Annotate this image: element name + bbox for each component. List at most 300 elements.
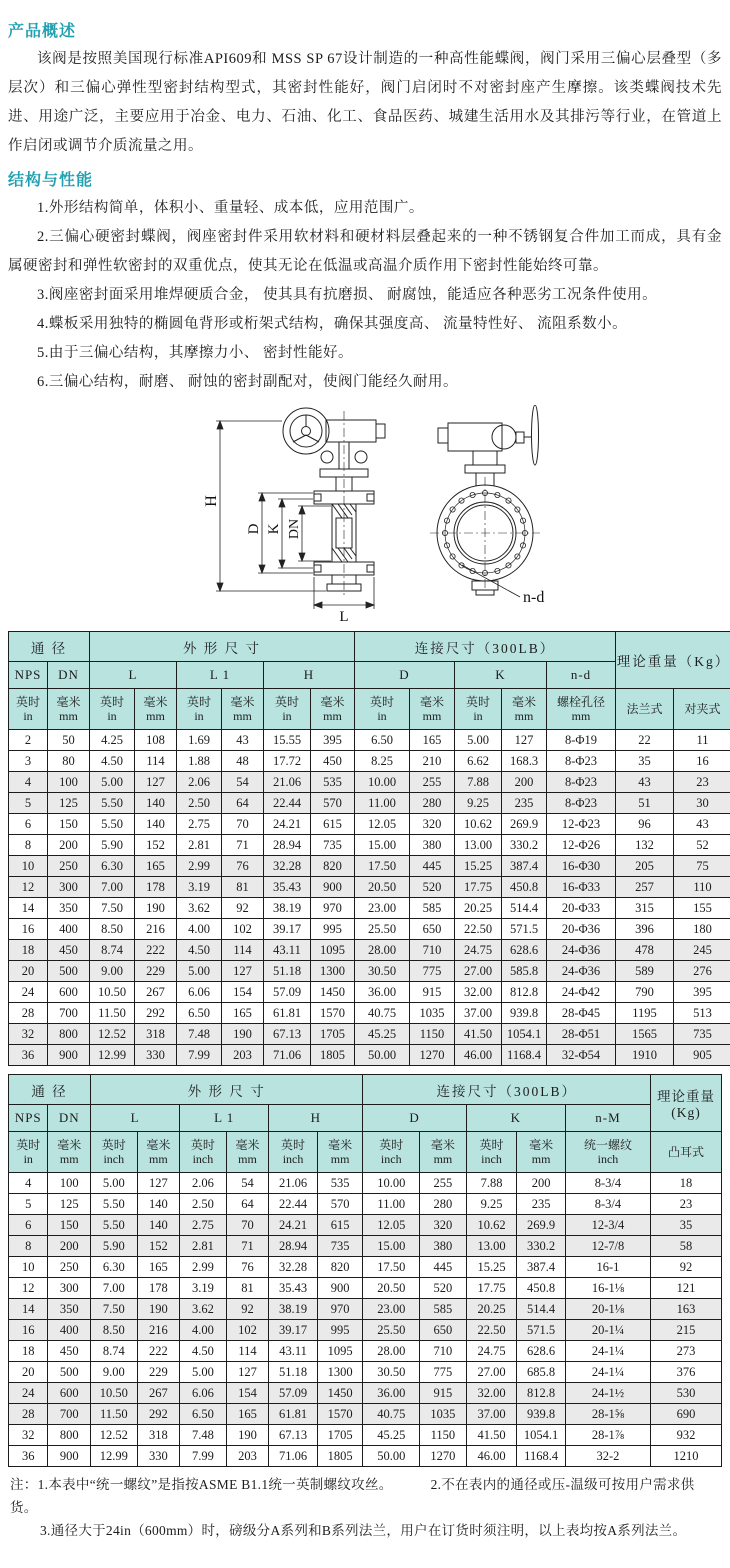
table-cell: 400: [48, 1320, 91, 1341]
table-cell: 81: [226, 1278, 269, 1299]
table-cell: 7.99: [177, 1045, 222, 1066]
table-cell: 330.2: [517, 1236, 566, 1257]
table-cell: 51.18: [264, 961, 311, 982]
group-weight: 理论重量（Kg）: [616, 632, 730, 689]
table-cell: 6.06: [177, 982, 222, 1003]
table-cell: 10.62: [466, 1215, 517, 1236]
table-cell: 530: [651, 1383, 722, 1404]
table-cell: 28.94: [269, 1236, 318, 1257]
table-cell: 190: [137, 1299, 180, 1320]
table-cell: 1095: [317, 1341, 363, 1362]
table-cell: 150: [48, 1215, 91, 1236]
table-cell: 71.06: [264, 1045, 311, 1066]
table-cell: 8-3/4: [565, 1173, 650, 1194]
table-cell: 43.11: [264, 940, 311, 961]
table-cell: 27.00: [455, 961, 502, 982]
feature-item: 4.蝶板采用独特的椭圆龟背形或桁架式结构，确保其强度高、 流量特性好、 流阻系数小。: [8, 310, 722, 339]
table-cell: 32: [9, 1425, 48, 1446]
table-cell: 28: [9, 1003, 48, 1024]
table-cell: 1168.4: [502, 1045, 547, 1066]
table-cell: 127: [226, 1362, 269, 1383]
table-cell: 45.25: [363, 1425, 420, 1446]
unit-cell: 毫米 mm: [48, 689, 90, 730]
table-cell: 20-1⅛: [565, 1299, 650, 1320]
table-cell: 11.00: [355, 793, 410, 814]
table-cell: 915: [410, 982, 455, 1003]
feature-item: 6.三偏心结构，耐磨、 耐蚀的密封副配对，使阀门能经久耐用。: [8, 368, 722, 397]
table-cell: 615: [317, 1215, 363, 1236]
table-row: [9, 1173, 722, 1194]
table-cell: 216: [135, 919, 177, 940]
table-cell: 450: [48, 1341, 91, 1362]
table-cell: 140: [137, 1215, 180, 1236]
table-row: [9, 1425, 722, 1446]
table-cell: 22.50: [455, 919, 502, 940]
table-cell: 10.62: [455, 814, 502, 835]
unit-cell: 英时 inch: [466, 1132, 517, 1173]
table-cell: 50.00: [355, 1045, 410, 1066]
table-cell: 5: [9, 1194, 48, 1215]
table-cell: 12.05: [355, 814, 410, 835]
unit-cell: 统一螺纹 inch: [565, 1132, 650, 1173]
table-cell: 152: [137, 1236, 180, 1257]
table-cell: 8.25: [355, 751, 410, 772]
dimensions-table-flange-wafer: [8, 631, 730, 1066]
column-header-row: [9, 1105, 722, 1132]
table-row: [9, 1024, 730, 1045]
unit-cell: 毫米 mm: [317, 1132, 363, 1173]
table-cell: 1805: [317, 1446, 363, 1467]
table-cell: 35: [616, 751, 674, 772]
dim-label-d: D: [246, 523, 262, 534]
table-cell: 8: [9, 1236, 48, 1257]
table-row: [9, 1362, 722, 1383]
col-nps: NPS: [9, 1105, 48, 1132]
table-cell: 535: [311, 772, 355, 793]
table-cell: 13.00: [466, 1236, 517, 1257]
table-cell: 300: [48, 877, 90, 898]
table-cell: 16: [9, 919, 48, 940]
table-cell: 10: [9, 856, 48, 877]
table-cell: 8-Φ19: [547, 730, 616, 751]
table-cell: 1054.1: [517, 1425, 566, 1446]
table-cell: 190: [222, 1024, 264, 1045]
table-cell: 2.50: [177, 793, 222, 814]
table-cell: 380: [410, 835, 455, 856]
table-cell: 330: [135, 1045, 177, 1066]
table-cell: 12.99: [91, 1446, 138, 1467]
table-cell: 16: [9, 1320, 48, 1341]
table-cell: 13.00: [455, 835, 502, 856]
table-cell: 820: [317, 1257, 363, 1278]
table-cell: 17.72: [264, 751, 311, 772]
table-cell: 11: [674, 730, 730, 751]
table-row: [9, 940, 730, 961]
table-row: [9, 1278, 722, 1299]
table-cell: 1705: [317, 1425, 363, 1446]
table-cell: 22.44: [264, 793, 311, 814]
dimension-labels: [203, 495, 349, 623]
unit-cell: 英时 in: [355, 689, 410, 730]
table-cell: 4.00: [180, 1320, 227, 1341]
col-d: D: [363, 1105, 466, 1132]
unit-cell: 英时 inch: [363, 1132, 420, 1173]
table-cell: 165: [222, 1003, 264, 1024]
table-cell: 245: [674, 940, 730, 961]
table-cell: 4.50: [180, 1341, 227, 1362]
table-cell: 39.17: [264, 919, 311, 940]
table-cell: 32-Φ54: [547, 1045, 616, 1066]
table-cell: 8-Φ23: [547, 772, 616, 793]
table-cell: 571.5: [502, 919, 547, 940]
table-cell: 900: [48, 1045, 90, 1066]
table-cell: 2.50: [180, 1194, 227, 1215]
table-cell: 3: [9, 751, 48, 772]
table-cell: 24-Φ36: [547, 940, 616, 961]
table-cell: 1195: [616, 1003, 674, 1024]
table-cell: 23.00: [355, 898, 410, 919]
table-cell: 57.09: [269, 1383, 318, 1404]
table-cell: 735: [317, 1236, 363, 1257]
table-cell: 127: [222, 961, 264, 982]
table-row: [9, 1215, 722, 1236]
table-cell: 15.25: [455, 856, 502, 877]
table-cell: 92: [651, 1257, 722, 1278]
table-cell: 600: [48, 1383, 91, 1404]
table-cell: 11.50: [91, 1404, 138, 1425]
table-cell: 500: [48, 961, 90, 982]
table-cell: 14: [9, 1299, 48, 1320]
table-cell: 235: [502, 793, 547, 814]
table-cell: 125: [48, 1194, 91, 1215]
table-cell: 628.6: [502, 940, 547, 961]
table-cell: 255: [410, 772, 455, 793]
table-cell: 20.25: [455, 898, 502, 919]
table-cell: 67.13: [264, 1024, 311, 1045]
table-cell: 6: [9, 1215, 48, 1236]
table-cell: 21.06: [269, 1173, 318, 1194]
table-cell: 939.8: [502, 1003, 547, 1024]
table-cell: 203: [226, 1446, 269, 1467]
table-cell: 75: [674, 856, 730, 877]
table-cell: 38.19: [264, 898, 311, 919]
table-cell: 8.50: [90, 919, 135, 940]
feature-item: 5.由于三偏心结构，其摩擦力小、 密封性能好。: [8, 339, 722, 368]
table-cell: 628.6: [517, 1341, 566, 1362]
col-l1: L 1: [177, 662, 264, 689]
table-cell: 9.25: [455, 793, 502, 814]
table-cell: 25.50: [363, 1320, 420, 1341]
table-cell: 23.00: [363, 1299, 420, 1320]
table-cell: 5.00: [180, 1362, 227, 1383]
group-weight-line1: 理论重量: [651, 1085, 721, 1105]
col-k: K: [466, 1105, 565, 1132]
table-cell: 20-Φ36: [547, 919, 616, 940]
table-cell: 24.75: [466, 1341, 517, 1362]
table-cell: 970: [311, 898, 355, 919]
table-cell: 812.8: [517, 1383, 566, 1404]
group-header-row: [9, 1075, 722, 1105]
table-cell: 589: [616, 961, 674, 982]
table-cell: 775: [420, 1362, 467, 1383]
table-cell: 24: [9, 982, 48, 1003]
table-cell: 905: [674, 1045, 730, 1066]
table-cell: 12.52: [91, 1425, 138, 1446]
table-cell: 5.50: [91, 1215, 138, 1236]
table-cell: 1300: [317, 1362, 363, 1383]
group-weight: [651, 1075, 722, 1132]
col-l: L: [91, 1105, 180, 1132]
table-cell: 445: [410, 856, 455, 877]
table-cell: 2.99: [180, 1257, 227, 1278]
table-cell: 28.94: [264, 835, 311, 856]
dim-label-l: L: [339, 609, 348, 623]
table-cell: 7.00: [90, 877, 135, 898]
table-cell: 1450: [311, 982, 355, 1003]
table-cell: 11.00: [363, 1194, 420, 1215]
table-cell: 478: [616, 940, 674, 961]
table-cell: 514.4: [502, 898, 547, 919]
table-cell: 20.50: [355, 877, 410, 898]
table-cell: 36.00: [355, 982, 410, 1003]
table-cell: 7.48: [180, 1425, 227, 1446]
table-cell: 24-Φ42: [547, 982, 616, 1003]
table-cell: 5.50: [90, 814, 135, 835]
table-cell: 4: [9, 1173, 48, 1194]
col-nd: n-d: [547, 662, 616, 689]
dim-label-k: K: [266, 523, 282, 534]
table-cell: 51: [616, 793, 674, 814]
table-cell: 20: [9, 1362, 48, 1383]
table-cell: 58: [651, 1236, 722, 1257]
unit-cell: 英时 in: [9, 1132, 48, 1173]
table-row: [9, 751, 730, 772]
unit-cell: 毫米 mm: [311, 689, 355, 730]
table-cell: 23: [674, 772, 730, 793]
table-cell: 1.69: [177, 730, 222, 751]
table-cell: 43: [616, 772, 674, 793]
table-cell: 710: [410, 940, 455, 961]
table-cell: 24-Φ36: [547, 961, 616, 982]
table-cell: 6: [9, 814, 48, 835]
group-connection: 连接尺寸（300LB）: [355, 632, 616, 662]
table-cell: 9.00: [90, 961, 135, 982]
table-cell: 61.81: [269, 1404, 318, 1425]
table-cell: 140: [135, 793, 177, 814]
table-cell: 812.8: [502, 982, 547, 1003]
table-cell: 30: [674, 793, 730, 814]
unit-cell: 毫米 mm: [410, 689, 455, 730]
table-cell: 387.4: [502, 856, 547, 877]
table-cell: 24-1¼: [565, 1362, 650, 1383]
table-cell: 5.50: [90, 793, 135, 814]
table-cell: 2.06: [177, 772, 222, 793]
table-cell: 387.4: [517, 1257, 566, 1278]
table-cell: 8-Φ23: [547, 793, 616, 814]
feature-item: 2.三偏心硬密封蝶阀，阀座密封件采用软材料和硬材料层叠起来的一种不锈钢复合件加工而成，具有金属硬密封和弹性软密封的双重优点，使其无论在低温或高温介质作用下密封性能始终可靠。: [8, 223, 722, 281]
table-cell: 8.50: [91, 1320, 138, 1341]
table-cell: 32: [9, 1024, 48, 1045]
feature-item: 1.外形结构简单，体积小、重量轻、成本低，应用范围广。: [8, 194, 722, 223]
table-cell: 1705: [311, 1024, 355, 1045]
unit-cell: 英时 in: [177, 689, 222, 730]
table-cell: 37.00: [455, 1003, 502, 1024]
valve-drawing-svg: [186, 405, 586, 623]
table-cell: 92: [226, 1299, 269, 1320]
table-cell: 250: [48, 856, 90, 877]
table-cell: 6.62: [455, 751, 502, 772]
table-cell: 46.00: [455, 1045, 502, 1066]
table-cell: 585: [420, 1299, 467, 1320]
table-cell: 8-Φ23: [547, 751, 616, 772]
dim-label-h: H: [203, 495, 220, 507]
table-cell: 5: [9, 793, 48, 814]
table-cell: 395: [674, 982, 730, 1003]
table-cell: 200: [48, 1236, 91, 1257]
units-row: [9, 689, 730, 730]
table-cell: 6.50: [180, 1404, 227, 1425]
table-cell: 5.00: [90, 772, 135, 793]
unit-cell: 英时 inch: [91, 1132, 138, 1173]
table-cell: 114: [222, 940, 264, 961]
table-cell: 178: [137, 1278, 180, 1299]
table-cell: 92: [222, 898, 264, 919]
table-cell: 70: [222, 814, 264, 835]
table-cell: 32.00: [466, 1383, 517, 1404]
table1-body: [9, 730, 730, 1066]
table-cell: 96: [616, 814, 674, 835]
table-cell: 330.2: [502, 835, 547, 856]
table-cell: 20: [9, 961, 48, 982]
table-cell: 320: [420, 1215, 467, 1236]
footnotes: [10, 1473, 722, 1542]
group-outline: 外 形 尺 寸: [90, 632, 355, 662]
unit-cell: 英时 in: [264, 689, 311, 730]
table-row: [9, 835, 730, 856]
table-cell: 165: [135, 856, 177, 877]
table-cell: 320: [410, 814, 455, 835]
table-cell: 932: [651, 1425, 722, 1446]
table-cell: 535: [317, 1173, 363, 1194]
table-row: [9, 982, 730, 1003]
table-cell: 7.50: [90, 898, 135, 919]
table-cell: 12.05: [363, 1215, 420, 1236]
table-cell: 8: [9, 835, 48, 856]
col-dn: DN: [48, 1105, 91, 1132]
table-cell: 4.50: [177, 940, 222, 961]
table-row: [9, 856, 730, 877]
table-cell: 70: [226, 1215, 269, 1236]
note-1: 1.本表中“统一螺纹”是指按ASME B1.1统一英制螺纹攻丝。: [38, 1477, 393, 1492]
table-cell: 900: [317, 1278, 363, 1299]
col-k: K: [455, 662, 547, 689]
table-cell: 585: [410, 898, 455, 919]
table-cell: 25.50: [355, 919, 410, 940]
table-cell: 5.50: [91, 1194, 138, 1215]
table-cell: 23: [651, 1194, 722, 1215]
table-cell: 8-3/4: [565, 1194, 650, 1215]
table-cell: 30.50: [355, 961, 410, 982]
table-cell: 3.62: [177, 898, 222, 919]
table-cell: 12-Φ26: [547, 835, 616, 856]
note-3: 3.通径大于24in（600mm）时，磅级分A系列和B系列法兰，用户在订货时须注明，以上表均按A系列法兰。: [40, 1523, 686, 1538]
table-cell: 6.30: [90, 856, 135, 877]
table-cell: 269.9: [502, 814, 547, 835]
table-cell: 735: [311, 835, 355, 856]
table-row: [9, 1045, 730, 1066]
table-row: [9, 1404, 722, 1425]
table-cell: 27.00: [466, 1362, 517, 1383]
table-cell: 127: [137, 1173, 180, 1194]
table-cell: 8.74: [90, 940, 135, 961]
table-cell: 18: [9, 1341, 48, 1362]
table-cell: 76: [226, 1257, 269, 1278]
table-cell: 267: [137, 1383, 180, 1404]
table-cell: 9.25: [466, 1194, 517, 1215]
table-cell: 100: [48, 772, 90, 793]
table-cell: 1805: [311, 1045, 355, 1066]
table-cell: 1150: [410, 1024, 455, 1045]
table-cell: 514.4: [517, 1299, 566, 1320]
table-cell: 775: [410, 961, 455, 982]
table-cell: 450.8: [502, 877, 547, 898]
table-cell: 450: [311, 751, 355, 772]
table-row: [9, 877, 730, 898]
table-cell: 28-1⅝: [565, 1404, 650, 1425]
table-cell: 1270: [420, 1446, 467, 1467]
table-cell: 28: [9, 1404, 48, 1425]
table-row: [9, 919, 730, 940]
unit-cell: 凸耳式: [651, 1132, 722, 1173]
table-cell: 22.44: [269, 1194, 318, 1215]
table-cell: 1565: [616, 1024, 674, 1045]
table-cell: 108: [135, 730, 177, 751]
table-cell: 71.06: [269, 1446, 318, 1467]
col-nps: NPS: [9, 662, 48, 689]
table-cell: 513: [674, 1003, 730, 1024]
unit-cell: 毫米 mm: [48, 1132, 91, 1173]
table-cell: 350: [48, 898, 90, 919]
table-cell: 257: [616, 877, 674, 898]
table-cell: 1054.1: [502, 1024, 547, 1045]
table-cell: 229: [137, 1362, 180, 1383]
table-cell: 1270: [410, 1045, 455, 1066]
unit-cell: 英时 in: [455, 689, 502, 730]
table-cell: 995: [317, 1320, 363, 1341]
unit-cell: 毫米 mm: [137, 1132, 180, 1173]
table-cell: 10.50: [90, 982, 135, 1003]
table-cell: 200: [517, 1173, 566, 1194]
table-cell: 970: [317, 1299, 363, 1320]
valve-front-view: [430, 405, 540, 597]
table-cell: 190: [226, 1425, 269, 1446]
table-cell: 45.25: [355, 1024, 410, 1045]
table-cell: 376: [651, 1362, 722, 1383]
table-cell: 17.75: [455, 877, 502, 898]
table-cell: 15.00: [355, 835, 410, 856]
table-cell: 20.50: [363, 1278, 420, 1299]
table-cell: 39.17: [269, 1320, 318, 1341]
table-row: [9, 898, 730, 919]
table-cell: 8.74: [91, 1341, 138, 1362]
table-cell: 40.75: [355, 1003, 410, 1024]
table-cell: 700: [48, 1404, 91, 1425]
table-cell: 520: [410, 877, 455, 898]
table-cell: 2: [9, 730, 48, 751]
table-cell: 30.50: [363, 1362, 420, 1383]
note-2: 2.不在表内的通径或压-温级可按用户需求供货。: [10, 1477, 695, 1515]
table-cell: 41.50: [455, 1024, 502, 1045]
